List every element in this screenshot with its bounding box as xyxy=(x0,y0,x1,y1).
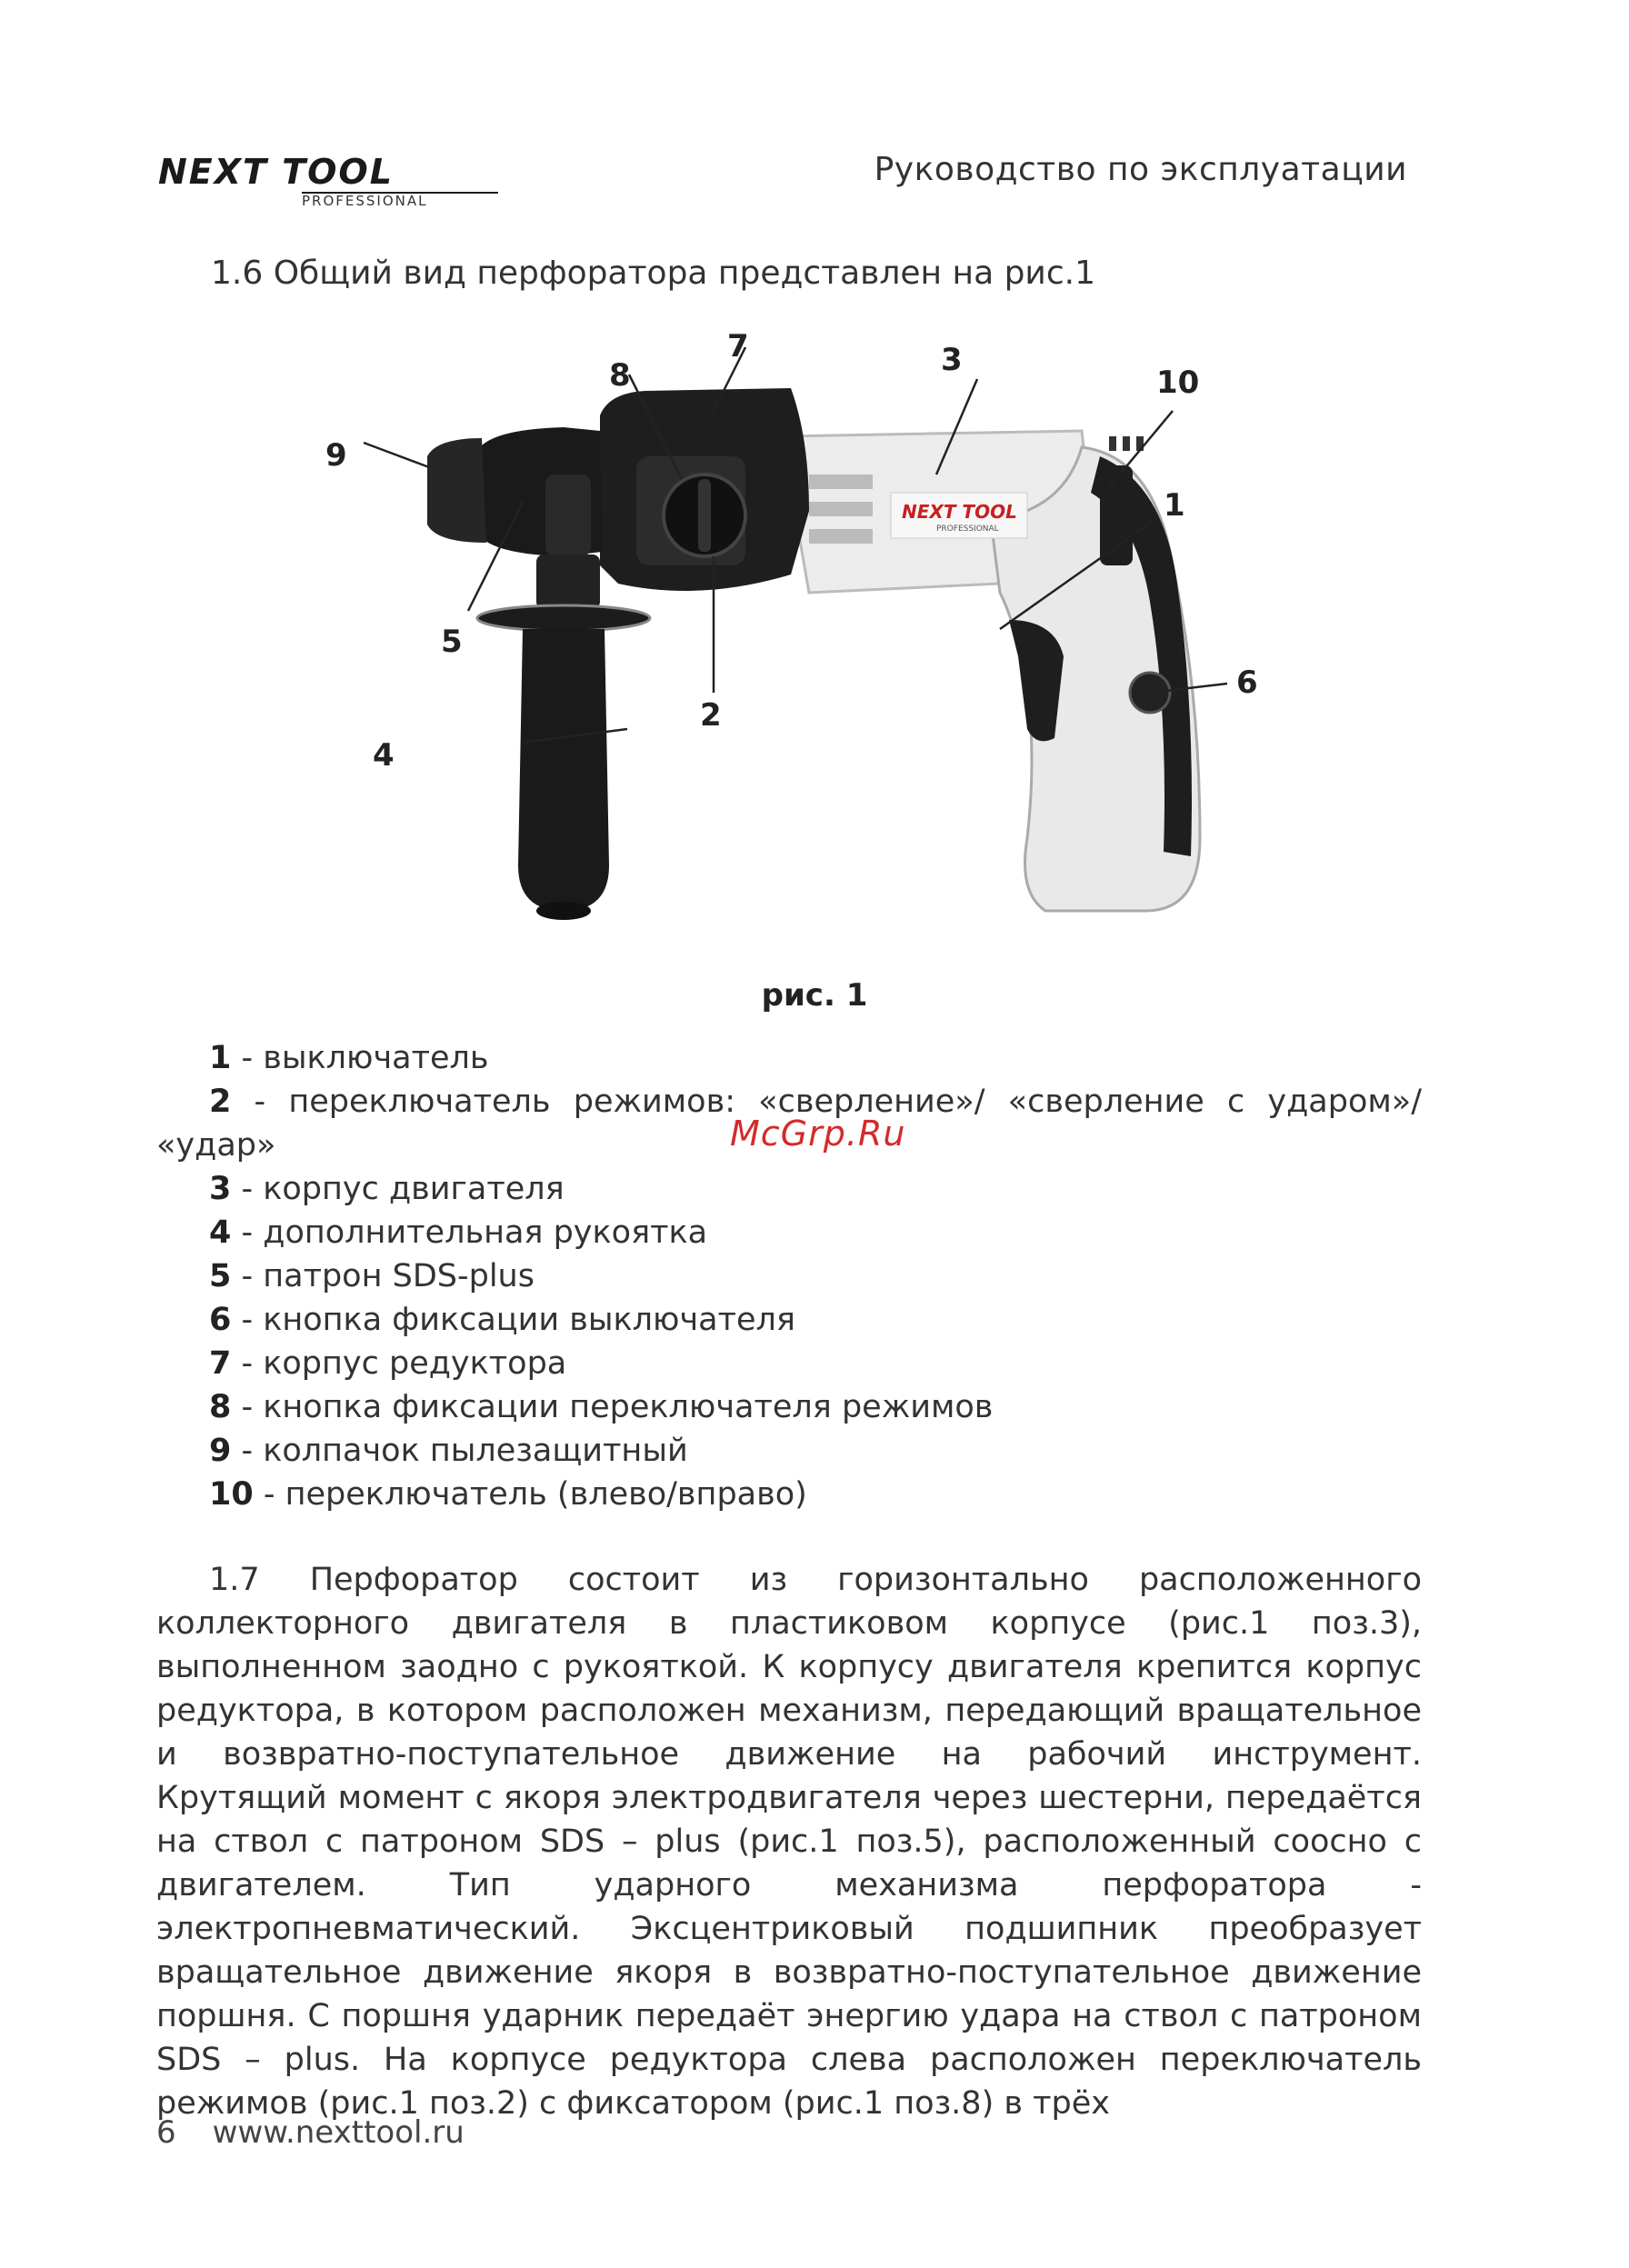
legend-number: 4 xyxy=(209,1214,232,1251)
section-intro: 1.6 Общий вид перфоратора представлен на рис.1 xyxy=(211,255,1095,292)
legend-item xyxy=(156,1211,1422,1254)
legend-text: - дополнительная рукоятка xyxy=(231,1214,708,1251)
legend-text: - корпус редуктора xyxy=(231,1345,567,1382)
legend-text: - переключатель режимов: «сверление»/ «сверление с ударом»/ «удар» xyxy=(156,1084,1422,1164)
legend-text: - колпачок пылезащитный xyxy=(231,1433,688,1469)
callout-1: 1 xyxy=(1164,487,1185,524)
legend-item xyxy=(156,1298,1422,1342)
legend-number: 3 xyxy=(209,1171,232,1207)
document-title: Руководство по эксплуатации xyxy=(874,151,1407,188)
legend-number: 6 xyxy=(209,1302,232,1338)
legend-number: 8 xyxy=(209,1389,232,1425)
dust-cap xyxy=(427,438,486,543)
callout-6: 6 xyxy=(1236,664,1258,701)
parts-legend xyxy=(156,1036,1422,1516)
legend-item xyxy=(156,1036,1422,1080)
legend-text: - патрон SDS-plus xyxy=(231,1258,535,1294)
legend-text: - переключатель (влево/вправо) xyxy=(253,1476,807,1513)
legend-number: 10 xyxy=(209,1476,254,1513)
footer-url: www.nexttool.ru xyxy=(212,2114,465,2151)
legend-number: 5 xyxy=(209,1258,232,1294)
body-paragraph: 1.7 Перфоратор состоит из горизонтально расположенного коллекторного двигателя в пластиковом корпусе (рис.1 поз.3), выполненном заодно с рукояткой. К корпусу двигателя крепится корпус редуктора, в котором расположен механизм, передающий вращательное и возвратно-поступательное движение на рабочий инструмент. Крутящий момент с якоря электродвигателя через шестерни, передаётся на ствол с патроном SDS – plus (рис.1 поз.5), расположенный соосно с двигателем. Тип ударного механизма перфоратора - электропневматический. Эксцентриковый подшипник преобразует вращательное движение якоря в возвратно-поступательное движение поршня. С поршня ударник передаёт энергию удара на ствол с патроном SDS – plus. На корпусе редуктора слева расположен переключатель режимов (рис.1 поз.2) с фиксатором (рис.1 поз.8) в трёх xyxy=(156,1562,1422,2122)
legend-text: - кнопка фиксации переключателя режимов xyxy=(231,1389,994,1425)
figure-caption: рис. 1 xyxy=(761,977,868,1014)
page-footer xyxy=(156,2114,465,2151)
legend-item xyxy=(156,1342,1422,1385)
callout-7: 7 xyxy=(727,329,749,365)
callout-3: 3 xyxy=(941,342,963,378)
rotary-hammer-figure xyxy=(300,329,1300,965)
legend-text: - выключатель xyxy=(231,1040,489,1076)
callout-10: 10 xyxy=(1156,365,1200,401)
legend-number: 2 xyxy=(209,1084,232,1120)
logo-sub-text: PROFESSIONAL xyxy=(302,193,428,207)
callout-8: 8 xyxy=(609,357,631,394)
side-handle xyxy=(518,629,609,911)
callout-4: 4 xyxy=(373,737,395,774)
side-handle-guard xyxy=(477,605,650,631)
side-handle-clamp xyxy=(545,475,591,556)
legend-number: 1 xyxy=(209,1040,232,1076)
watermark: McGrp.Ru xyxy=(730,1114,906,1154)
legend-text: - корпус двигателя xyxy=(231,1171,565,1207)
legend-item xyxy=(156,1385,1422,1429)
tool-logo-sub: PROFESSIONAL xyxy=(936,525,999,534)
legend-text: - кнопка фиксации выключателя xyxy=(231,1302,795,1338)
section-body xyxy=(156,1558,1422,2125)
legend-number: 9 xyxy=(209,1433,232,1469)
direction-switch xyxy=(1100,465,1133,565)
legend-number: 7 xyxy=(209,1345,232,1382)
legend-item xyxy=(156,1254,1422,1298)
callout-9: 9 xyxy=(325,437,347,474)
legend-item xyxy=(156,1167,1422,1211)
nexttool-logo xyxy=(156,153,502,207)
callout-2: 2 xyxy=(700,697,722,734)
page-number: 6 xyxy=(156,2114,176,2151)
logo-brand-text: NEXT TOOL xyxy=(158,153,394,192)
tool-logo-text: NEXT TOOL xyxy=(902,501,1017,523)
callout-5: 5 xyxy=(441,624,463,660)
legend-item xyxy=(156,1429,1422,1473)
legend-item xyxy=(156,1473,1422,1516)
